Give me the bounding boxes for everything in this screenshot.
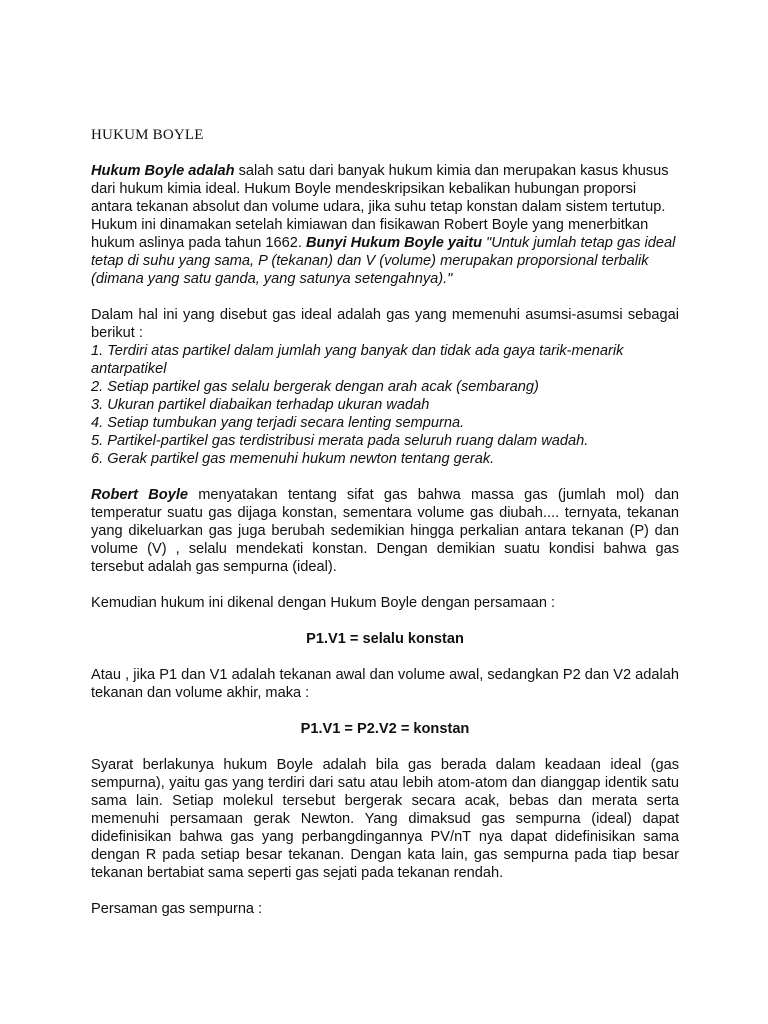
assumption-item: 3. Ukuran partikel diabaikan terhadap ukuran wadah [91,397,430,413]
assumption-item: 4. Setiap tumbukan yang terjadi secara lenting sempurna. [91,415,465,431]
paragraph-initial-final: Atau , jika P1 dan V1 adalah tekanan awal dan volume awal, sedangkan P2 dan V2 adalah tekanan dan volume akhir, maka : [91,667,679,701]
paragraph-equation-intro: Kemudian hukum ini dikenal dengan Hukum Boyle dengan persamaan : [91,595,556,611]
definition-lead: Hukum Boyle adalah [91,163,235,179]
assumption-list [91,342,679,468]
assumption-item: 2. Setiap partikel gas selalu bergerak dengan arah acak (sembarang) [91,379,539,395]
assumption-item: 1. Terdiri atas partikel dalam jumlah yang banyak dan tidak ada gaya tarik-menarik antarpatikel [91,343,624,377]
paragraph-ideal-gas-intro: Dalam hal ini yang disebut gas ideal adalah gas yang memenuhi asumsi-asumsi sebagai berikut : [91,307,679,341]
document-page [91,126,679,936]
document-title: HUKUM BOYLE [91,127,204,143]
paragraph-definition [91,162,679,288]
equation-constant: P1.V1 = selalu konstan [306,631,464,647]
assumption-item: 6. Gerak partikel gas memenuhi hukum newton tentang gerak. [91,451,495,467]
paragraph-conditions: Syarat berlakunya hukum Boyle adalah bila gas berada dalam keadaan ideal (gas sempurna), yaitu gas yang terdiri dari satu atau lebih atom-atom dan dianggap identik satu sama lain. Setiap molekul tersebut bergerak secara acak, bebas dan merata serta memenuhi persamaan gerak Newton. Yang dimaksud gas sempurna (ideal) dapat didefinisikan bahwa gas yang perbangdingannya PV/nT nya dapat didefinisikan sama dengan R pada setiap besar tekanan. Dengan kata lain, gas sempurna pada tiap besar tekanan bertabiat sama seperti gas sejati pada tekanan rendah. [91,757,679,881]
paragraph-robert-boyle [91,486,679,576]
equation-boyle: P1.V1 = P2.V2 = konstan [300,721,470,737]
robert-boyle-lead: Robert Boyle [91,487,189,503]
bunyi-label: Bunyi Hukum Boyle yaitu [306,235,482,251]
bunyi-quote: "Untuk jumlah tetap gas ideal tetap di suhu yang sama, P (tekanan) dan V (volume) merupakan proporsional terbalik (dimana yang satu ganda, yang satunya setengahnya)." [91,235,676,287]
definition-text: salah satu dari banyak hukum kimia dan merupakan kasus khusus dari hukum kimia ideal. Hukum Boyle mendeskripsikan kebalikan hubungan proporsi antara tekanan absolut dan volume udara, jika suhu tetap konstan dalam sistem tertutup. Hukum ini dinamakan setelah kimiawan dan fisikawan Robert Boyle yang menerbitkan hukum aslinya pada tahun 1662. [91,163,669,251]
assumption-item: 5. Partikel-partikel gas terdistribusi merata pada seluruh ruang dalam wadah. [91,433,589,449]
paragraph-ideal-gas-equation: Persaman gas sempurna : [91,901,263,917]
robert-boyle-text: menyatakan tentang sifat gas bahwa massa gas (jumlah mol) dan temperatur suatu gas dijaga konstan, sementara volume gas diubah.... ternyata, tekanan yang dikeluarkan gas juga berubah sedemikian hingga perkalian antara tekanan (P) dan volume (V) , selalu mendekati konstan. Dengan demikian suatu kondisi bahwa gas tersebut adalah gas sempurna (ideal). [91,487,679,575]
